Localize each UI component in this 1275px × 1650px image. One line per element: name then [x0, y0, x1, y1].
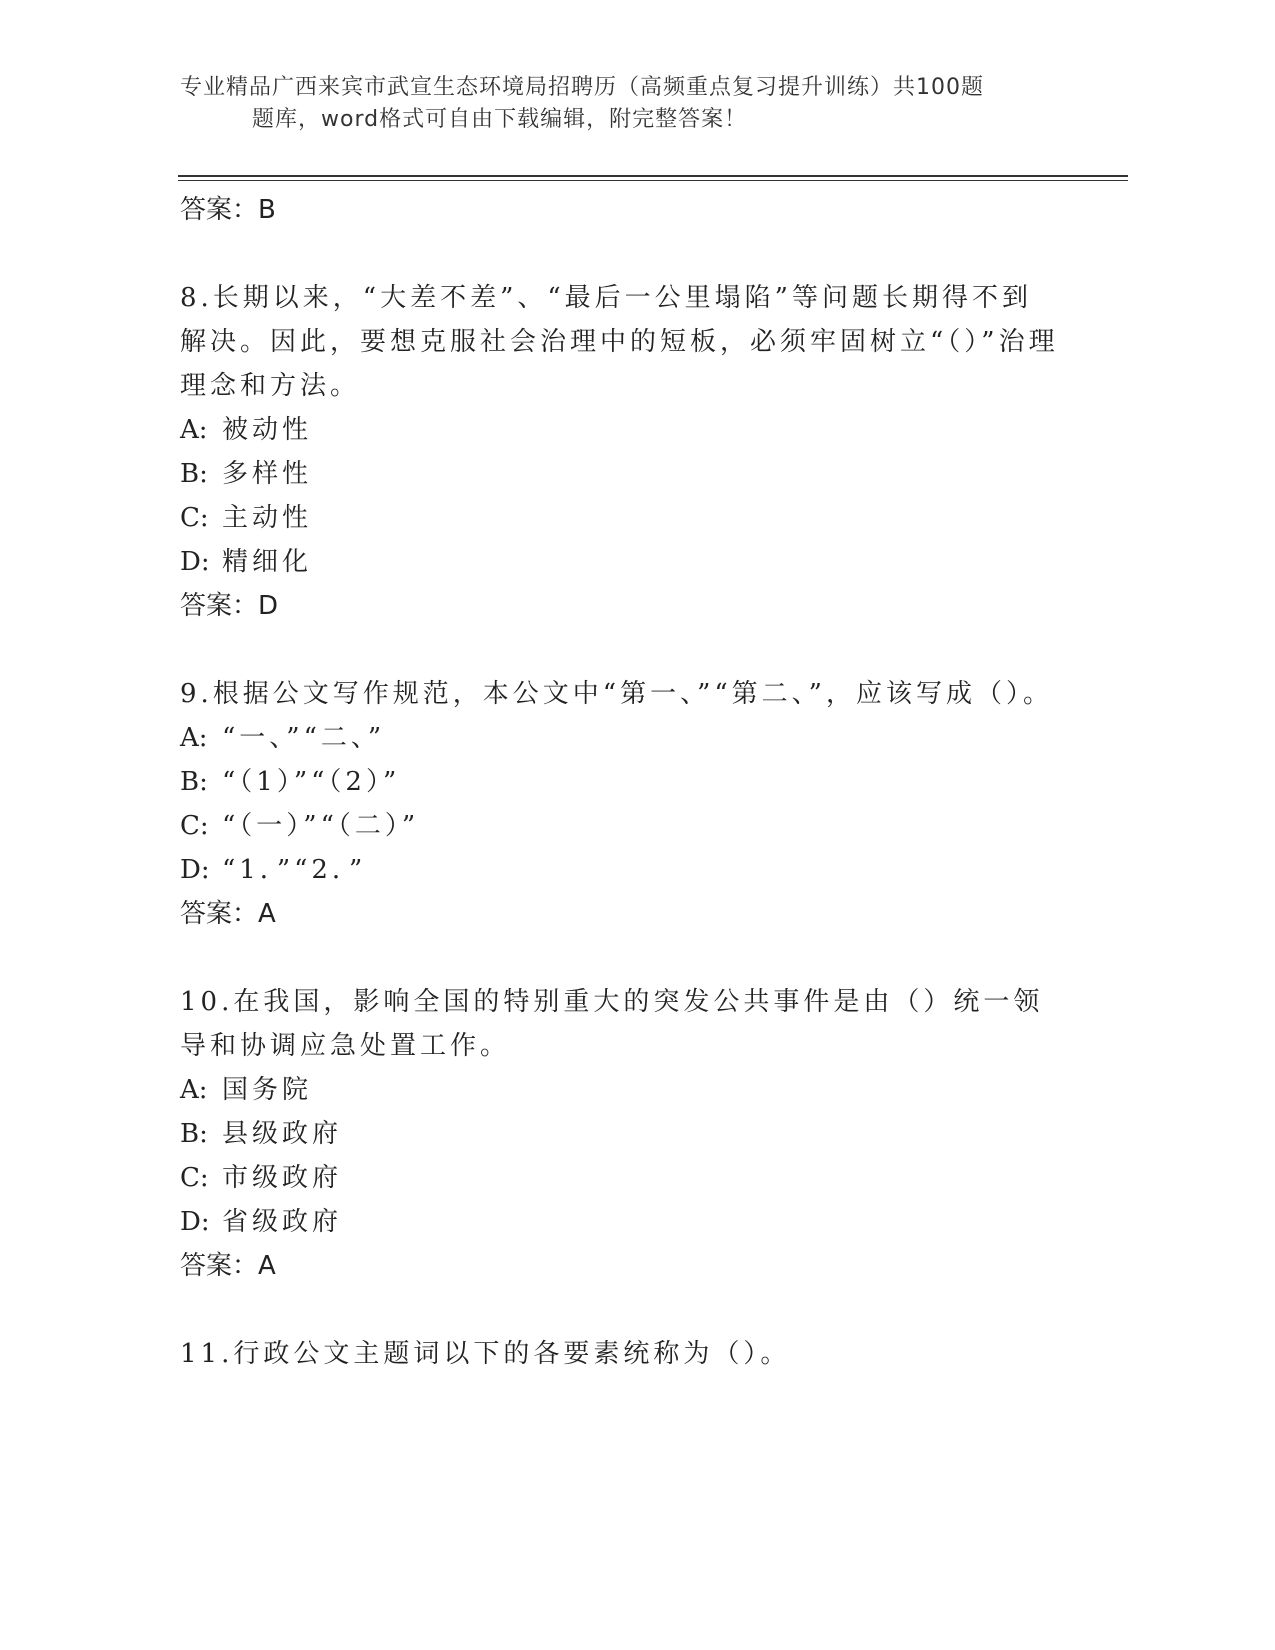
option-a — [180, 1068, 1060, 1112]
option-text: “1．”“2．” — [222, 855, 367, 885]
option-key: D: — [180, 547, 210, 577]
question-8 — [180, 276, 1060, 628]
option-a — [180, 408, 1060, 452]
option-text: 县级政府 — [222, 1119, 343, 1149]
header-divider-thick — [178, 175, 1128, 177]
option-text: “一、”“二、” — [222, 723, 386, 753]
document-header — [180, 72, 1060, 136]
question-text: 8.长期以来，“大差不差”、“最后一公里塌陷”等问题长期得不到解决。因此，要想克服社会治理中的短板，必须牢固树立“（）”治理理念和方法。 — [180, 283, 1059, 401]
header-divider-thin — [178, 180, 1128, 181]
option-key: B: — [180, 767, 208, 797]
option-key: B: — [180, 459, 208, 489]
option-key: A: — [180, 415, 208, 445]
header-title-line2: 题库，word格式可自由下载编辑，附完整答案！ — [252, 107, 748, 132]
option-b — [180, 760, 1060, 804]
question-text: 10.在我国，影响全国的特别重大的突发公共事件是由（）统一领导和协调应急处置工作。 — [180, 987, 1044, 1061]
question-9 — [180, 672, 1060, 936]
question-10 — [180, 980, 1060, 1288]
option-d — [180, 540, 1060, 584]
option-c — [180, 804, 1060, 848]
question-11 — [180, 1332, 1060, 1376]
option-key: D: — [180, 1207, 210, 1237]
answer: 答案：A — [180, 899, 276, 929]
option-text: 市级政府 — [222, 1163, 343, 1193]
option-key: C: — [180, 503, 209, 533]
option-c — [180, 496, 1060, 540]
option-key: B: — [180, 1119, 208, 1149]
question-text: 9.根据公文写作规范，本公文中“第一、”“第二、”，应该写成（）。 — [180, 679, 1053, 709]
document-body — [180, 188, 1060, 1376]
option-a — [180, 716, 1060, 760]
option-text: “（1）”“（2）” — [222, 767, 401, 797]
option-key: D: — [180, 855, 210, 885]
option-text: 主动性 — [222, 503, 313, 533]
option-d — [180, 848, 1060, 892]
option-text: 省级政府 — [222, 1207, 343, 1237]
option-text: 精细化 — [222, 547, 313, 577]
previous-answer: 答案：B — [180, 195, 276, 225]
option-text: 被动性 — [222, 415, 313, 445]
option-text: 国务院 — [222, 1075, 313, 1105]
option-text: “（一）”“（二）” — [222, 811, 420, 841]
option-c — [180, 1156, 1060, 1200]
header-title-line1: 专业精品广西来宾市武宣生态环境局招聘历（高频重点复习提升训练）共100题 — [180, 75, 984, 100]
answer: 答案：A — [180, 1251, 276, 1281]
option-b — [180, 1112, 1060, 1156]
option-key: A: — [180, 723, 208, 753]
option-key: C: — [180, 1163, 209, 1193]
option-key: A: — [180, 1075, 208, 1105]
option-text: 多样性 — [222, 459, 313, 489]
option-d — [180, 1200, 1060, 1244]
question-text: 11.行政公文主题词以下的各要素统称为（）。 — [180, 1339, 791, 1369]
option-key: C: — [180, 811, 209, 841]
answer: 答案：D — [180, 591, 279, 621]
option-b — [180, 452, 1060, 496]
